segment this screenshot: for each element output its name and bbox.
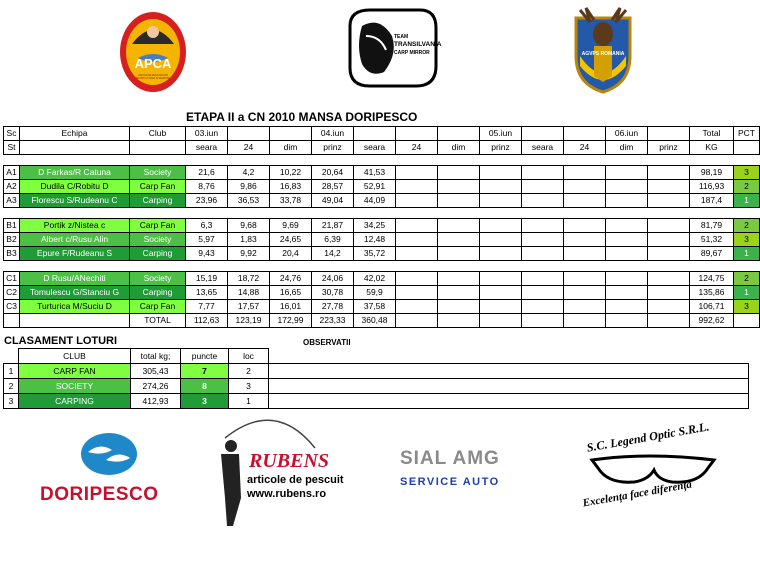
legend-text: S.C. Legend Optic S.R.L. bbox=[585, 419, 711, 455]
team-name: D Farkas/R Catuna bbox=[20, 166, 130, 180]
team-club: Carping bbox=[130, 194, 186, 208]
team-club: Carping bbox=[130, 286, 186, 300]
page-title: ETAPA II a CN 2010 MANSA DORIPESCO bbox=[186, 110, 418, 124]
catch-value: 21,87 bbox=[312, 219, 354, 233]
catch-value: 6,3 bbox=[186, 219, 228, 233]
team-total: 135,86 bbox=[690, 286, 734, 300]
team-points: 1 bbox=[734, 194, 760, 208]
sial-text: SIAL AMG bbox=[400, 448, 500, 469]
rubens-subtext: articole de pescuit bbox=[247, 474, 344, 486]
catch-value: 36,53 bbox=[228, 194, 270, 208]
team-row bbox=[4, 166, 760, 180]
sector-gap bbox=[4, 261, 760, 272]
catch-value: 24,06 bbox=[312, 272, 354, 286]
hdr-prinz-3: prinz bbox=[648, 141, 690, 155]
hdr-team: Echipa bbox=[20, 127, 130, 141]
header-row-2 bbox=[4, 141, 760, 155]
sial-subtext: SERVICE AUTO bbox=[400, 476, 500, 488]
clasament-row bbox=[4, 379, 749, 394]
team-total: 124,75 bbox=[690, 272, 734, 286]
team-name: Florescu S/Rudeanu C bbox=[20, 194, 130, 208]
totals-row bbox=[4, 314, 760, 328]
team-row bbox=[4, 219, 760, 233]
team-total: 51,32 bbox=[690, 233, 734, 247]
team-points: 3 bbox=[734, 233, 760, 247]
hdr-24-1: 24 bbox=[228, 141, 270, 155]
rubens-text: RUBENS bbox=[249, 450, 330, 472]
club-total: 305,43 bbox=[131, 364, 181, 379]
clasament-row bbox=[4, 364, 749, 379]
catch-value: 28,57 bbox=[312, 180, 354, 194]
hdr-day2: 04.iun bbox=[312, 127, 354, 141]
sector-gap bbox=[4, 155, 760, 166]
observatii-cell bbox=[269, 364, 749, 379]
team-total: 106,71 bbox=[690, 300, 734, 314]
sial-logo bbox=[398, 448, 528, 498]
clasament-table bbox=[3, 348, 749, 409]
header-row-1 bbox=[4, 127, 760, 141]
team-name: Dudila C/Robitu D bbox=[20, 180, 130, 194]
catch-value: 34,25 bbox=[354, 219, 396, 233]
team-total: 98,19 bbox=[690, 166, 734, 180]
team-club: Carp Fan bbox=[130, 180, 186, 194]
club-place: 3 bbox=[229, 379, 269, 394]
rank-number: 1 bbox=[4, 364, 19, 379]
team-total: 81,79 bbox=[690, 219, 734, 233]
total-value: 123,19 bbox=[228, 314, 270, 328]
apca-logo bbox=[118, 6, 188, 94]
catch-value: 16,83 bbox=[270, 180, 312, 194]
team-points: 2 bbox=[734, 180, 760, 194]
team-club: Society bbox=[130, 166, 186, 180]
catch-value: 37,58 bbox=[354, 300, 396, 314]
team-name: Tomulescu G/Stanciu G bbox=[20, 286, 130, 300]
results-table bbox=[3, 126, 760, 328]
team-row bbox=[4, 233, 760, 247]
catch-value: 59,9 bbox=[354, 286, 396, 300]
grand-total: 992,62 bbox=[690, 314, 734, 328]
catch-value: 17,57 bbox=[228, 300, 270, 314]
team-row bbox=[4, 180, 760, 194]
team-name: Portik z/Nistea c bbox=[20, 219, 130, 233]
catch-value: 44,09 bbox=[354, 194, 396, 208]
catch-value: 33,78 bbox=[270, 194, 312, 208]
team-name: Albert c/Rusu Alin bbox=[20, 233, 130, 247]
catch-value: 24,76 bbox=[270, 272, 312, 286]
total-value: 223,33 bbox=[312, 314, 354, 328]
catch-value: 49,04 bbox=[312, 194, 354, 208]
hdr-prinz-2: prinz bbox=[480, 141, 522, 155]
team-club: Society bbox=[130, 233, 186, 247]
catch-value: 18,72 bbox=[228, 272, 270, 286]
transilvania-line1: TEAM bbox=[394, 34, 409, 40]
catch-value: 1,83 bbox=[228, 233, 270, 247]
team-points: 1 bbox=[734, 286, 760, 300]
cls-hdr-loc: loc bbox=[229, 349, 269, 364]
clasament-header bbox=[4, 349, 749, 364]
hdr-dim-2: dim bbox=[438, 141, 480, 155]
legend-optic-logo bbox=[578, 420, 728, 520]
catch-value: 6,39 bbox=[312, 233, 354, 247]
team-total: 116,93 bbox=[690, 180, 734, 194]
legend-subtext: Excelența face diferența bbox=[581, 478, 693, 510]
catch-value: 9,43 bbox=[186, 247, 228, 261]
team-points: 3 bbox=[734, 166, 760, 180]
hdr-seara-3: seara bbox=[522, 141, 564, 155]
catch-value: 9,86 bbox=[228, 180, 270, 194]
catch-value: 15,19 bbox=[186, 272, 228, 286]
hdr-24-3: 24 bbox=[564, 141, 606, 155]
catch-value: 5,97 bbox=[186, 233, 228, 247]
hdr-24-2: 24 bbox=[396, 141, 438, 155]
doripesco-logo bbox=[40, 432, 185, 512]
hdr-seara-1: seara bbox=[186, 141, 228, 155]
station: A1 bbox=[4, 166, 20, 180]
catch-value: 16,65 bbox=[270, 286, 312, 300]
team-row bbox=[4, 286, 760, 300]
club-total: 412,93 bbox=[131, 394, 181, 409]
club-name: SOCIETY bbox=[19, 379, 131, 394]
club-points: 3 bbox=[181, 394, 229, 409]
club-place: 2 bbox=[229, 364, 269, 379]
doripesco-text: DORIPESCO bbox=[40, 484, 159, 505]
station: B2 bbox=[4, 233, 20, 247]
club-total: 274,26 bbox=[131, 379, 181, 394]
catch-value: 21,6 bbox=[186, 166, 228, 180]
team-row bbox=[4, 247, 760, 261]
rubens-url: www.rubens.ro bbox=[247, 488, 327, 500]
club-name: CARPING bbox=[19, 394, 131, 409]
catch-value: 35,72 bbox=[354, 247, 396, 261]
catch-value: 16,01 bbox=[270, 300, 312, 314]
observatii-cell bbox=[269, 379, 749, 394]
catch-value: 9,92 bbox=[228, 247, 270, 261]
hdr-sc: Sc bbox=[4, 127, 20, 141]
catch-value: 12,48 bbox=[354, 233, 396, 247]
team-points: 3 bbox=[734, 300, 760, 314]
catch-value: 4,2 bbox=[228, 166, 270, 180]
team-name: Turturica M/Suciu D bbox=[20, 300, 130, 314]
station: A3 bbox=[4, 194, 20, 208]
catch-value: 9,69 bbox=[270, 219, 312, 233]
catch-value: 41,53 bbox=[354, 166, 396, 180]
station: C2 bbox=[4, 286, 20, 300]
team-points: 2 bbox=[734, 219, 760, 233]
catch-value: 14,88 bbox=[228, 286, 270, 300]
catch-value: 20,64 bbox=[312, 166, 354, 180]
transilvania-logo bbox=[340, 6, 440, 90]
clasament-title: CLASAMENT LOTURI bbox=[4, 335, 118, 347]
hdr-prinz-1: prinz bbox=[312, 141, 354, 155]
club-points: 7 bbox=[181, 364, 229, 379]
team-club: Carp Fan bbox=[130, 219, 186, 233]
hdr-pct: PCT bbox=[734, 127, 760, 141]
hdr-st: St bbox=[4, 141, 20, 155]
station: C3 bbox=[4, 300, 20, 314]
sector-gap bbox=[4, 208, 760, 219]
catch-value: 8,76 bbox=[186, 180, 228, 194]
agvps-logo bbox=[570, 6, 636, 94]
team-row bbox=[4, 300, 760, 314]
catch-value: 14,2 bbox=[312, 247, 354, 261]
observatii-cell bbox=[269, 394, 749, 409]
catch-value: 13,65 bbox=[186, 286, 228, 300]
transilvania-line2: TRANSILVANIA bbox=[394, 41, 442, 48]
apca-text: APCA bbox=[134, 56, 172, 71]
club-place: 1 bbox=[229, 394, 269, 409]
team-club: Carping bbox=[130, 247, 186, 261]
team-total: 187,4 bbox=[690, 194, 734, 208]
team-points: 1 bbox=[734, 247, 760, 261]
team-total: 89,67 bbox=[690, 247, 734, 261]
hdr-club: Club bbox=[130, 127, 186, 141]
team-club: Society bbox=[130, 272, 186, 286]
transilvania-line3: CARP MIRROR bbox=[394, 50, 430, 56]
hdr-kg: KG bbox=[690, 141, 734, 155]
hdr-day4: 06.iun bbox=[606, 127, 648, 141]
hdr-seara-2: seara bbox=[354, 141, 396, 155]
apca-subtext: ASOCIATIA PESCARILOR SPORTIVI CRAP SI AMATORI bbox=[136, 74, 170, 80]
hdr-day1: 03.iun bbox=[186, 127, 228, 141]
catch-value: 42,02 bbox=[354, 272, 396, 286]
cls-hdr-total: total kg; bbox=[131, 349, 181, 364]
observatii-label: OBSERVATII bbox=[303, 338, 351, 347]
team-name: D Rusu/ANechiti bbox=[20, 272, 130, 286]
team-name: Epure F/Rudeanu S bbox=[20, 247, 130, 261]
hdr-dim-1: dim bbox=[270, 141, 312, 155]
hdr-day3: 05.iun bbox=[480, 127, 522, 141]
catch-value: 10,22 bbox=[270, 166, 312, 180]
club-name: CARP FAN bbox=[19, 364, 131, 379]
agvps-text: AGVPS ROMANIA bbox=[581, 51, 625, 57]
team-row bbox=[4, 272, 760, 286]
catch-value: 30,78 bbox=[312, 286, 354, 300]
team-row bbox=[4, 194, 760, 208]
catch-value: 9,68 bbox=[228, 219, 270, 233]
total-value: 360,48 bbox=[354, 314, 396, 328]
station: B3 bbox=[4, 247, 20, 261]
station: C1 bbox=[4, 272, 20, 286]
catch-value: 27,78 bbox=[312, 300, 354, 314]
cls-hdr-club: CLUB bbox=[19, 349, 131, 364]
rank-number: 3 bbox=[4, 394, 19, 409]
hdr-total: Total bbox=[690, 127, 734, 141]
catch-value: 7,77 bbox=[186, 300, 228, 314]
club-points: 8 bbox=[181, 379, 229, 394]
team-club: Carp Fan bbox=[130, 300, 186, 314]
clasament-row bbox=[4, 394, 749, 409]
rubens-logo bbox=[205, 408, 370, 530]
total-value: 172,99 bbox=[270, 314, 312, 328]
catch-value: 20,4 bbox=[270, 247, 312, 261]
total-value: 112,63 bbox=[186, 314, 228, 328]
catch-value: 24,65 bbox=[270, 233, 312, 247]
catch-value: 52,91 bbox=[354, 180, 396, 194]
totals-label: TOTAL bbox=[130, 314, 186, 328]
catch-value: 23,96 bbox=[186, 194, 228, 208]
station: B1 bbox=[4, 219, 20, 233]
station: A2 bbox=[4, 180, 20, 194]
cls-hdr-puncte: puncte bbox=[181, 349, 229, 364]
rank-number: 2 bbox=[4, 379, 19, 394]
hdr-dim-3: dim bbox=[606, 141, 648, 155]
team-points: 2 bbox=[734, 272, 760, 286]
